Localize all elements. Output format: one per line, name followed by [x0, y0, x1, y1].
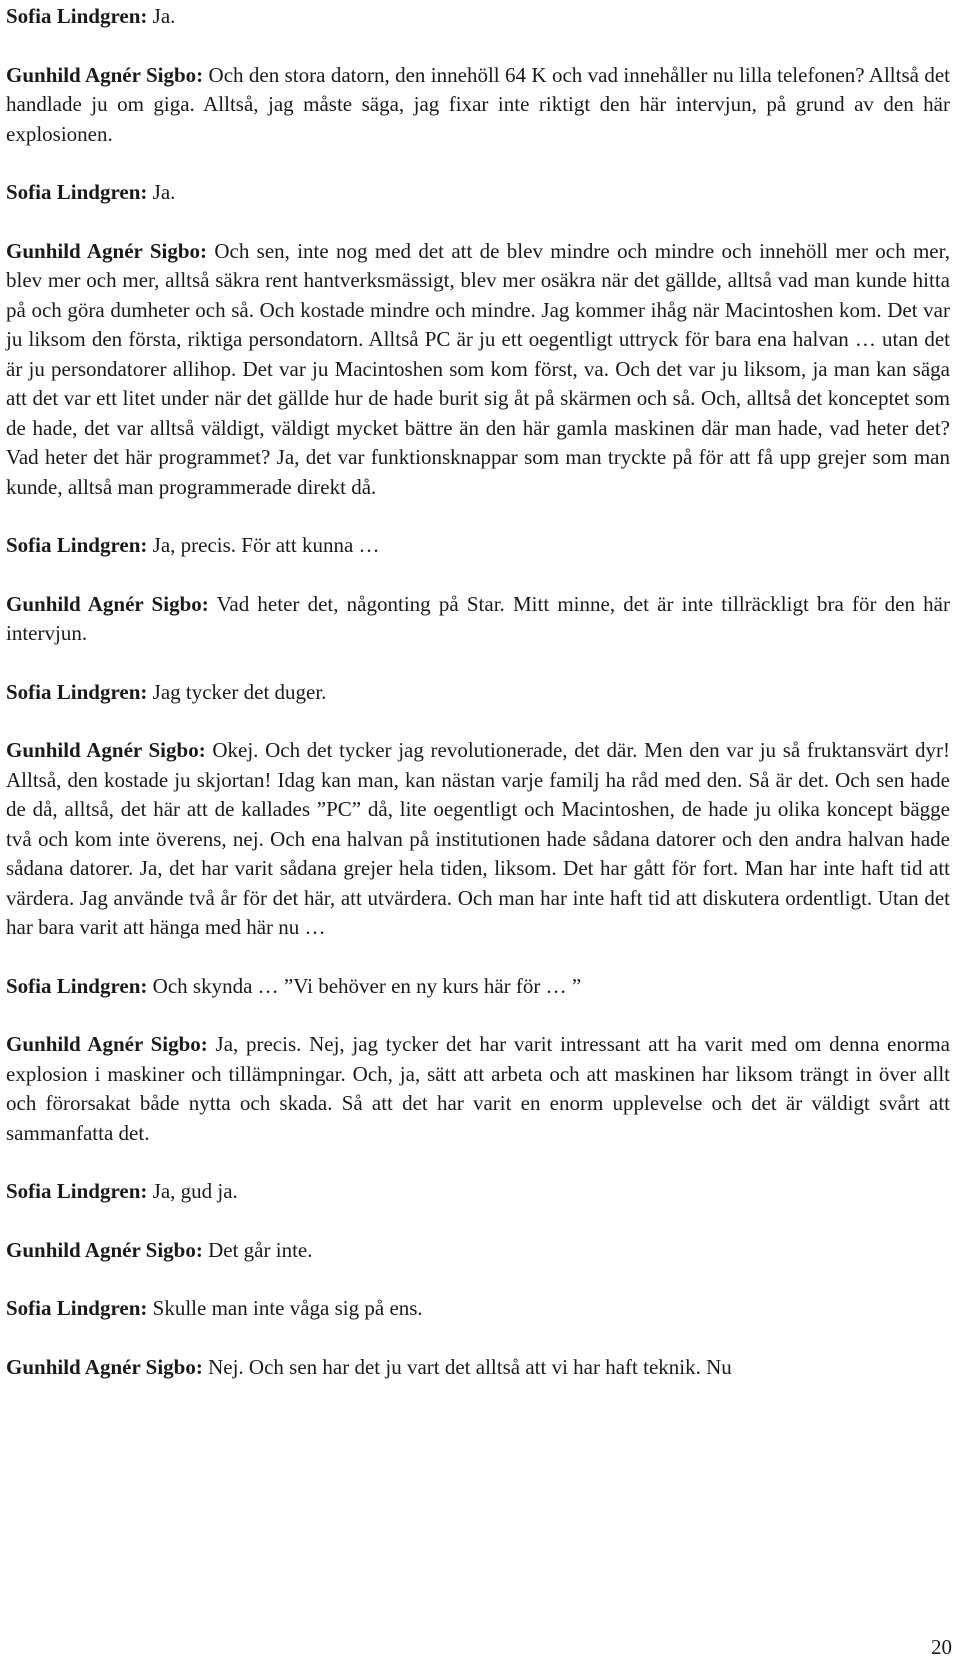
speaker-name: Sofia Lindgren: [6, 180, 148, 204]
speaker-name: Sofia Lindgren: [6, 533, 148, 557]
speaker-name: Gunhild Agnér Sigbo: [6, 238, 208, 263]
speaker-name: Gunhild Agnér Sigbo: [6, 1032, 208, 1056]
speaker-name: Sofia Lindgren: [6, 973, 148, 998]
speaker-name: Gunhild Agnér Sigbo: [6, 1354, 203, 1379]
utterance-text: Och den stora datorn, den innehöll 64 K och vad innehåller nu lilla telefonen? Alltså det handlade ju om giga. Alltså, jag måste säga, jag fixar inte riktigt den här intervjun, på grund av den här explosionen. [6, 62, 951, 146]
transcript-turn [6, 1030, 950, 1148]
utterance-text: Och sen, inte nog med det att de blev mindre och mindre och innehöll mer och mer, blev mer och mer, alltså säkra rent hantverksmässigt, blev mer osäkra när det gällde, alltså vad man kunde hitta på och göra dumheter och så. Och kostade mindre och mindre. Jag kommer ihåg när Macintoshen kom. Det var ju liksom den första, riktiga persondatorn. Alltså PC är ju ett oegentligt uttryck för bara ena halvan … utan det är ju persondatorer allihop. Det var ju Macintoshen som kom först, va. Och det var ju liksom, ja man kan säga att det var ett litet under när det gällde hur de hade burit sig åt på skärmen och så. Och, alltså det konceptet som de hade, det var alltså väldigt, väldigt mycket bättre än den här gamla maskinen där man hade, vad heter det? Vad heter det här programmet? Ja, det var funktionsknappar som man tryckte på för att få upp grejer som man kunde, alltså man programmerade direkt då. [6, 238, 950, 499]
speaker-name: Gunhild Agnér Sigbo: [6, 738, 206, 762]
transcript-turn [6, 61, 950, 150]
transcript-turn [6, 972, 950, 1002]
transcript-turn [6, 1294, 950, 1324]
utterance-text: Vad heter det, någonting på Star. Mitt minne, det är inte tillräckligt bra för den här intervjun. [6, 591, 950, 645]
page-number: 20 [931, 1635, 952, 1659]
utterance-text: Nej. Och sen har det ju vart det alltså att vi har haft teknik. Nu [208, 1354, 732, 1379]
speaker-name: Gunhild Agnér Sigbo: [6, 1237, 203, 1262]
utterance-text: Ja, gud ja. [152, 1179, 238, 1203]
speaker-name: Gunhild Agnér Sigbo: [6, 62, 204, 87]
transcript-turn [6, 590, 950, 649]
speaker-name: Sofia Lindgren: [6, 1296, 148, 1320]
transcript-turn [6, 1177, 950, 1207]
transcript-turn [6, 678, 950, 708]
transcript-turn [6, 1353, 950, 1383]
utterance-text: Ja. [152, 4, 176, 28]
speaker-name: Gunhild Agnér Sigbo: [6, 591, 209, 616]
transcript-turn [6, 237, 950, 503]
utterance-text: Och skynda … ”Vi behöver en ny kurs här för … ” [152, 973, 582, 998]
transcript-page [6, 0, 950, 1411]
speaker-name: Sofia Lindgren: [6, 1179, 148, 1203]
speaker-name: Sofia Lindgren: [6, 679, 148, 704]
transcript-turn [6, 1236, 950, 1266]
utterance-text: Ja, precis. Nej, jag tycker det har varit intressant att ha varit med om denna enorma explosion i maskiner och tillämpningar. Och, ja, sätt att arbeta och att maskinen har liksom trängt in över allt och förorsakat både nytta och skada. Så att det har varit en enorm upplevelse och det är väldigt svårt att sammanfatta det. [6, 1032, 950, 1145]
utterance-text: Okej. Och det tycker jag revolutionerade, det där. Men den var ju så fruktansvärt dyr! Alltså, den kostade ju skjortan! Idag kan man, kan nästan varje familj ha råd med den. Så är det. Och sen hade de då, alltså, det här att de kallades ”PC” då, lite oegentligt och Macintoshen, de hade ju olika koncept bägge två och kom inte överens, nej. Och ena halvan på institutionen hade sådana datorer och den andra halvan hade sådana datorer. Ja, det har varit sådana grejer hela tiden, liksom. Det har gått för fort. Man har inte haft tid att värdera. Jag använde två år för det här, att utvärdera. Och man har inte haft tid att diskutera ordentligt. Utan det har bara varit att hänga med här nu … [6, 738, 951, 939]
utterance-text: Ja. [152, 180, 176, 204]
transcript-turn [6, 531, 950, 561]
transcript-turn [6, 178, 950, 208]
speaker-name: Sofia Lindgren: [6, 4, 148, 28]
utterance-text: Jag tycker det duger. [152, 679, 327, 704]
utterance-text: Ja, precis. För att kunna … [152, 533, 380, 557]
transcript-turn [6, 736, 950, 943]
utterance-text: Skulle man inte våga sig på ens. [152, 1296, 423, 1320]
transcript-turn [6, 2, 950, 32]
utterance-text: Det går inte. [208, 1237, 313, 1262]
